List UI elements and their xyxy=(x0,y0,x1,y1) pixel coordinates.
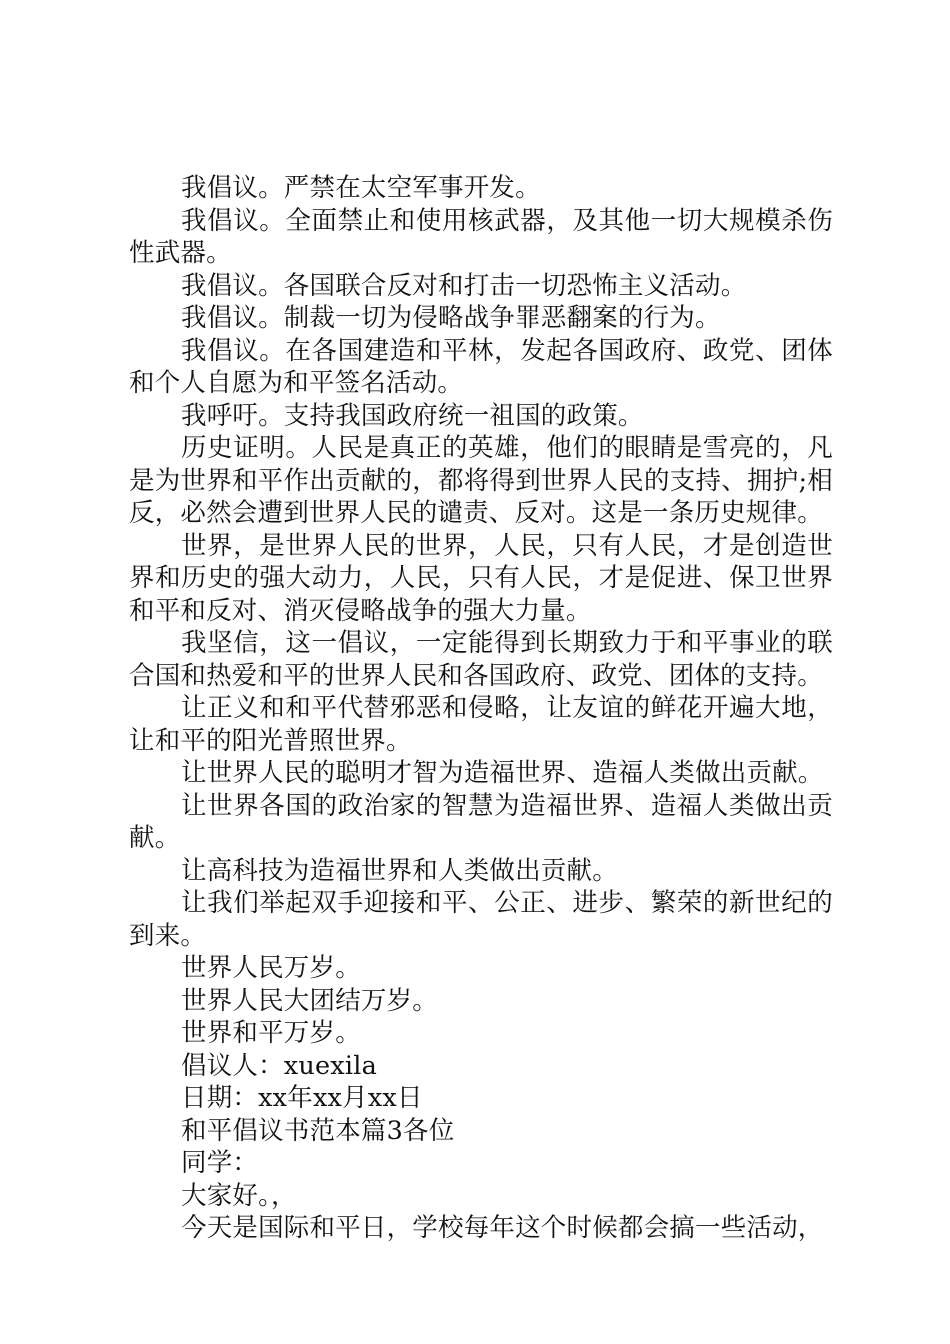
paragraph: 世界人民万岁。 xyxy=(181,953,361,983)
paragraph: 我呼吁。支持我国政府统一祖国的政策。 xyxy=(181,400,644,431)
paragraph: 我倡议。严禁在太空军事开发。 xyxy=(181,173,541,203)
signatory-line: 倡议人：xuexila xyxy=(181,1050,377,1081)
paragraph: 让世界人民的聪明才智为造福世界、造福人类做出贡献。 xyxy=(181,758,824,788)
paragraph: 世界，是世界人民的世界，人民，只有人民，才是创造世界和历史的强大动力，人民，只有人民，才是促进、保卫世界和平和反对、消灭侵略战争的强大力量。 xyxy=(129,530,833,626)
paragraph: 世界人民大团结万岁。 xyxy=(181,985,439,1016)
salutation: 同学： xyxy=(181,1148,259,1178)
paragraph: 让高科技为造福世界和人类做出贡献。 xyxy=(181,855,618,886)
paragraph: 世界和平万岁。 xyxy=(181,1018,361,1048)
paragraph: 今天是国际和平日，学校每年这个时候都会搞一些活动， xyxy=(181,1213,824,1243)
document-body xyxy=(129,172,833,1245)
paragraph: 我倡议。制裁一切为侵略战争罪恶翻案的行为。 xyxy=(181,303,721,333)
paragraph: 我倡议。各国联合反对和打击一切恐怖主义活动。 xyxy=(181,270,747,301)
paragraph: 历史证明。人民是真正的英雄，他们的眼睛是雪亮的，凡是为世界和平作出贡献的，都将得到世界人民的支持、拥护;相反，必然会遭到世界人民的谴责、反对。这是一条历史规律。 xyxy=(129,433,833,528)
paragraph: 让正义和和平代替邪恶和侵略，让友谊的鲜花开遍大地，让和平的阳光普照世界。 xyxy=(129,693,833,756)
paragraph: 我倡议。在各国建造和平林，发起各国政府、政党、团体和个人自愿为和平签名活动。 xyxy=(129,335,833,398)
paragraph: 我倡议。全面禁止和使用核武器，及其他一切大规模杀伤性武器。 xyxy=(129,205,833,268)
paragraph: 让世界各国的政治家的智慧为造福世界、造福人类做出贡献。 xyxy=(129,790,833,853)
paragraph: 让我们举起双手迎接和平、公正、进步、繁荣的新世纪的到来。 xyxy=(129,888,833,951)
date-line: 日期：xx年xx月xx日 xyxy=(181,1083,423,1113)
section-heading: 和平倡议书范本篇3各位 xyxy=(181,1115,455,1146)
paragraph: 我坚信，这一倡议，一定能得到长期致力于和平事业的联合国和热爱和平的世界人民和各国政府、政党、团体的支持。 xyxy=(129,628,833,691)
greeting: 大家好。， xyxy=(181,1180,297,1211)
